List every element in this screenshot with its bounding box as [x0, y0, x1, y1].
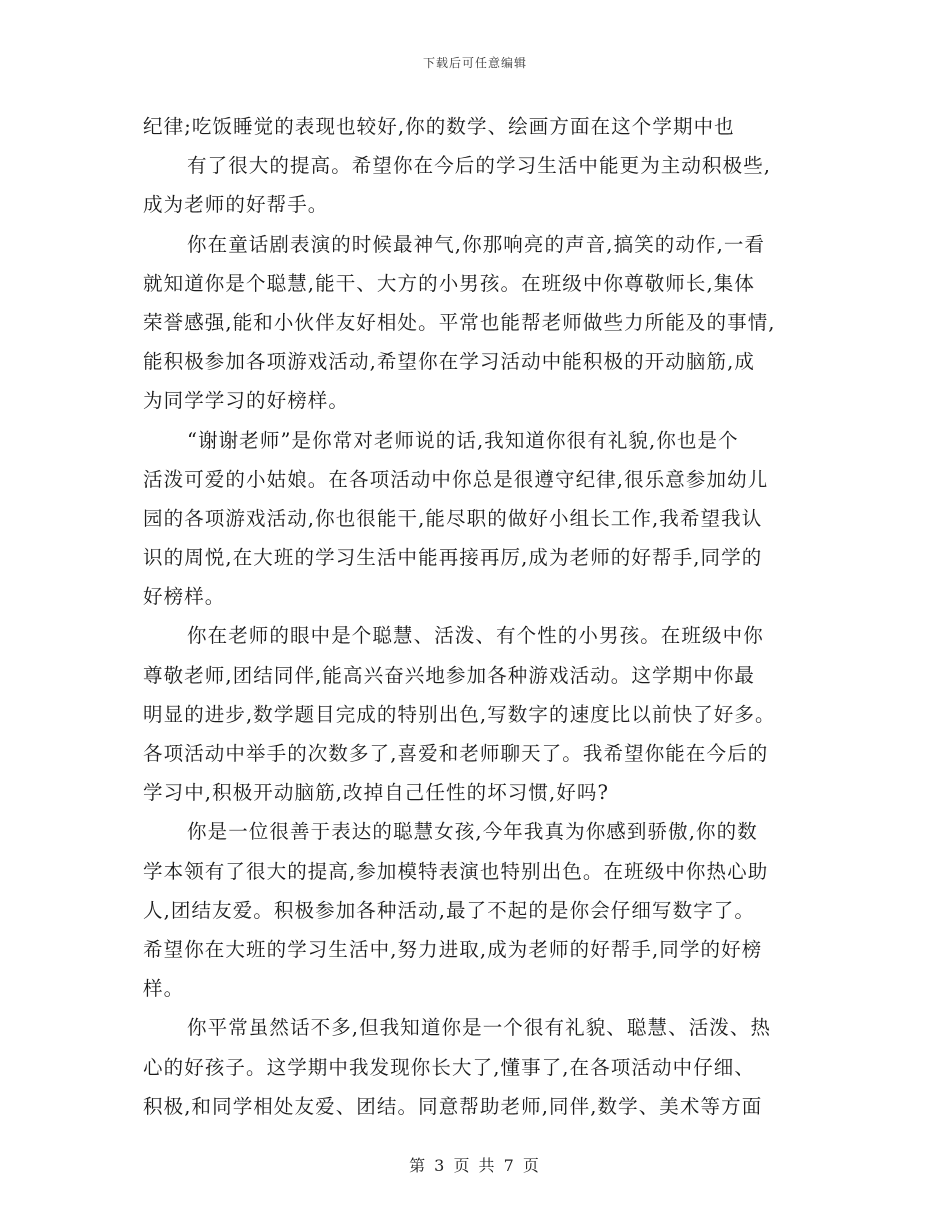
- text-line: 荣誉感强,能和小伙伴友好相处。平常也能帮老师做些力所能及的事情,: [143, 310, 776, 334]
- page-header: 下载后可任意编辑: [422, 56, 527, 70]
- text-line: 学本领有了很大的提高,参加模特表演也特别出色。在班级中你热心助: [143, 859, 769, 883]
- text-line: 心的好孩子。这学期中我发现你长大了,懂事了,在各项活动中仔细、: [143, 1055, 755, 1079]
- text-line: 好榜样。: [143, 585, 226, 609]
- text-line: 你在老师的眼中是个聪慧、活泼、有个性的小男孩。在班级中你: [187, 624, 764, 648]
- footer-middle: 页 共: [453, 1156, 497, 1175]
- text-line: 为同学学习的好榜样。: [143, 389, 350, 413]
- text-line: 学习中,积极开动脑筋,改掉自己任性的坏习惯,好吗?: [143, 781, 610, 805]
- footer-current-page: 3: [434, 1156, 447, 1175]
- text-line: 能积极参加各项游戏活动,希望你在学习活动中能积极的开动脑筋,成: [143, 350, 755, 374]
- text-line: 成为老师的好帮手。: [143, 193, 329, 217]
- page-footer: [0, 1153, 950, 1176]
- footer-suffix: 页: [522, 1156, 541, 1175]
- text-line: 希望你在大班的学习生活中,努力进取,成为老师的好帮手,同学的好榜: [143, 937, 763, 961]
- text-line: 积极,和同学相处友爱、团结。同意帮助老师,同伴,数学、美术等方面: [143, 1094, 763, 1118]
- text-line: 纪律;吃饭睡觉的表现也较好,你的数学、绘画方面在这个学期中也: [143, 115, 735, 138]
- text-line: 人,团结友爱。积极参加各种活动,最了不起的是你会仔细写数字了。: [143, 898, 755, 922]
- text-line: 有了很大的提高。希望你在今后的学习生活中能更为主动积极些,: [187, 154, 772, 178]
- footer-total-pages: 7: [503, 1156, 516, 1175]
- text-line: 样。: [143, 977, 185, 1001]
- document-body: [143, 107, 811, 1126]
- text-line: 活泼可爱的小姑娘。在各项活动中你总是很遵守纪律,很乐意参加幼儿: [143, 467, 769, 491]
- text-line: 你平常虽然话不多,但我知道你是一个很有礼貌、聪慧、活泼、热: [187, 1016, 772, 1040]
- text-line: 你在童话剧表演的时候最神气,你那响亮的声音,搞笑的动作,一看: [187, 232, 766, 256]
- text-line: 你是一位很善于表达的聪慧女孩,今年我真为你感到骄傲,你的数: [187, 820, 758, 844]
- text-line: 就知道你是个聪慧,能干、大方的小男孩。在班级中你尊敬师长,集体: [143, 271, 755, 295]
- text-line: 尊敬老师,团结同伴,能高兴奋兴地参加各种游戏活动。这学期中你最: [143, 663, 755, 687]
- footer-prefix: 第: [409, 1156, 428, 1175]
- text-line: 明显的进步,数学题目完成的特别出色,写数字的速度比以前快了好多。: [143, 702, 776, 726]
- text-line: “谢谢老师”是你常对老师说的话,我知道你很有礼貌,你也是个: [187, 428, 739, 452]
- text-line: 识的周悦,在大班的学习生活中能再接再厉,成为老师的好帮手,同学的: [143, 546, 763, 570]
- text-line: 园的各项游戏活动,你也很能干,能尽职的做好小组长工作,我希望我认: [143, 506, 763, 530]
- text-line: 各项活动中举手的次数多了,喜爱和老师聊天了。我希望你能在今后的: [143, 742, 769, 765]
